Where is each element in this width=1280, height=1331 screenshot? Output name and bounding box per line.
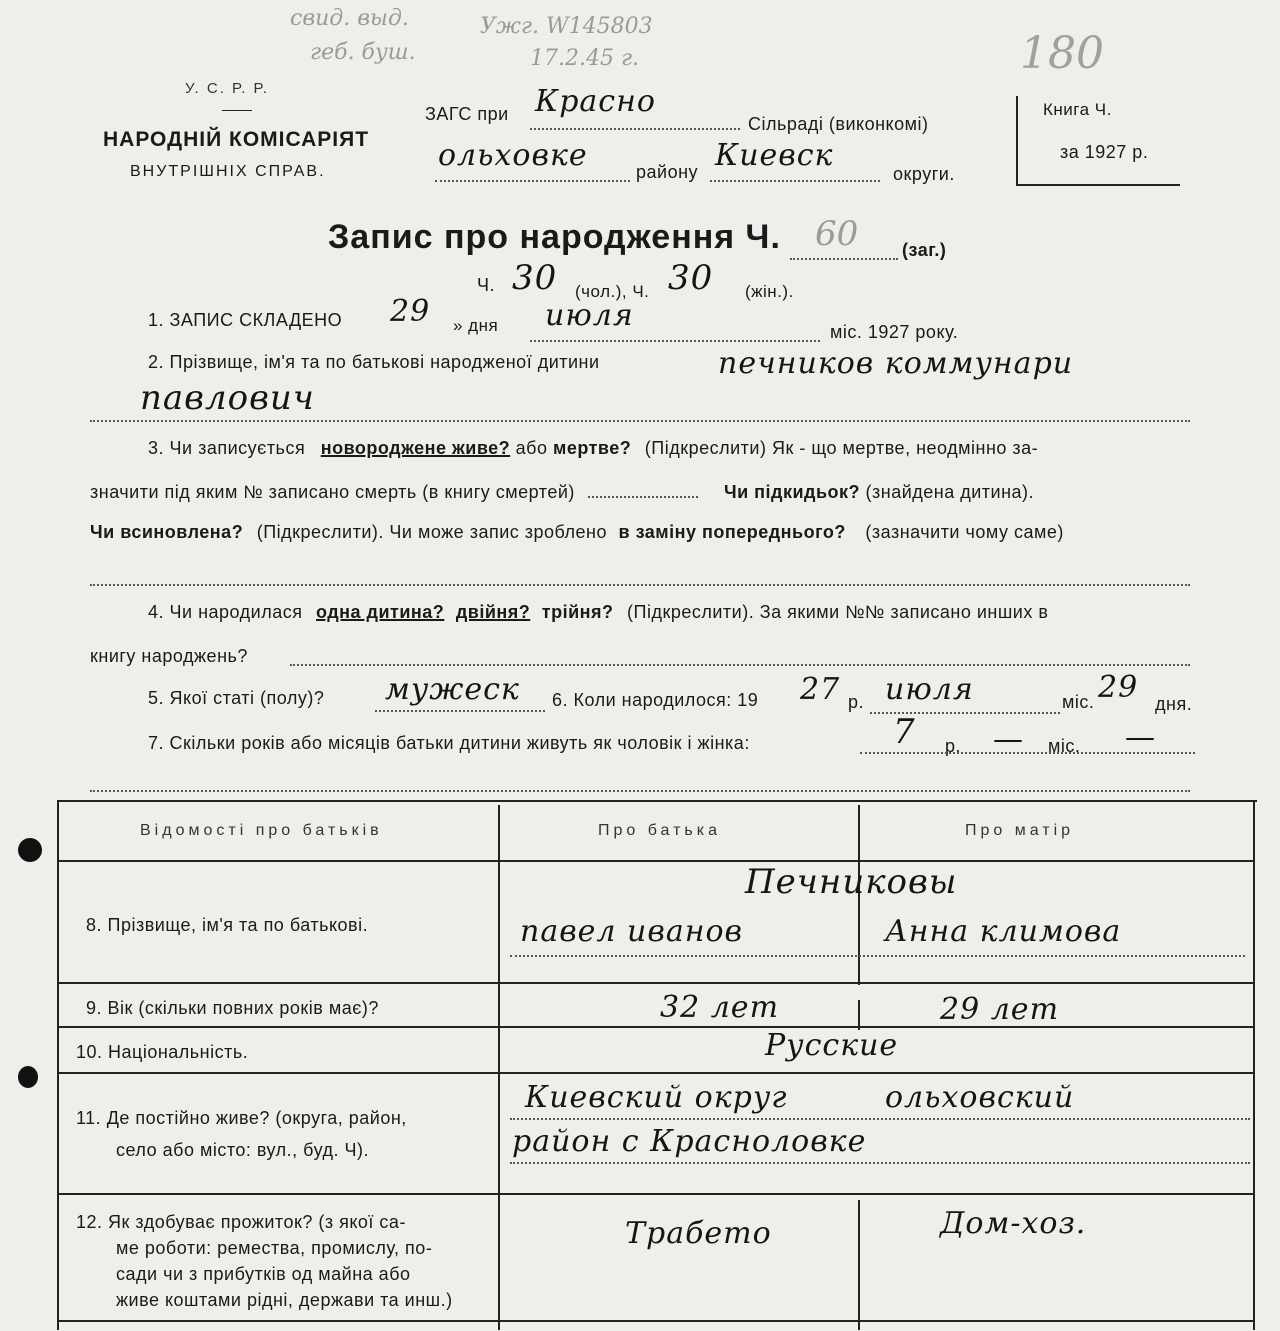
book-year: за 1927 р. [1060,142,1149,162]
table-bottom-border [57,1320,1255,1322]
item3-alive-option[interactable]: новороджене живе? [320,438,511,458]
item2-patronymic-hand: павлович [140,378,315,418]
item4-line2: книгу народжень? [90,646,248,666]
item5-label: 5. Якої статі (полу)? [148,688,325,708]
item7-mis: міс. [1048,736,1081,756]
row10-rule [57,1072,1255,1074]
item1-tail: міс. 1927 року. [830,322,959,342]
table-top-border [57,800,1257,802]
record-title: Запис про народження Ч. [328,218,781,256]
item7-years-hand: 7 [893,712,916,752]
table-header-info: Відомості про батьків [140,822,383,839]
record-suffix: (заг.) [902,240,947,260]
book-label: Книга Ч. [1043,100,1112,119]
row12-label-line1: 12. Як здобуває прожиток? (з якої са- [76,1212,406,1232]
row8-surname-hand: Печниковы [745,862,958,902]
item3-prefix: 3. Чи записується [148,438,306,458]
table-col-divider-1 [498,805,500,1330]
item4-one-option[interactable]: одна дитина? [315,602,445,622]
item4-twins-option[interactable]: двійня? [455,602,531,622]
item3-line3 [90,522,1064,543]
zags-okrug-hand: Киевск [715,138,834,173]
pencil-note-1: свид. выд. [290,6,409,31]
item3-replace-note: (зазначити чому саме) [865,522,1064,542]
item1-day-hand: 29 [390,294,431,329]
female-count-label: (жін.). [745,282,794,301]
zags-district-line [435,180,630,182]
zags-village-line [530,128,740,130]
item5-line [375,710,545,712]
item4-line1 [148,602,1048,623]
male-count-hand: 30 [512,258,558,298]
item2-name-hand: печников коммунари [718,346,1074,381]
item3-dead-option[interactable]: мертве? [553,438,632,458]
zags-district-hand: ольховке [438,138,588,173]
item6-day-hand: 29 [1098,670,1139,705]
item7-label: 7. Скільки років або місяців батьки дитини живуть як чоловік і жінка: [148,733,750,753]
row9-label: 9. Вік (скільки повних років має)? [86,998,379,1018]
item3-foundling-note: (знайдена дитина). [865,482,1035,502]
table-header-rule [57,860,1255,862]
row8-line [510,955,1245,957]
pencil-note-4: 17.2.45 г. [530,46,640,71]
page-number: 180 [1020,28,1104,79]
row12-mother-hand: Дом-хоз. [940,1206,1087,1241]
zags-village-hand: Красно [535,84,656,119]
item6-label: 6. Коли народилося: 19 [552,690,759,710]
item4-prefix: 4. Чи народилася [148,602,303,622]
table-header-mother: Про матір [965,822,1075,839]
zags-okrug-label: округи. [893,164,955,184]
item1-label: 1. ЗАПИС СКЛАДЕНО [148,310,343,330]
ch-label-1: Ч. [477,275,495,295]
female-count-hand: 30 [668,258,714,298]
row11-line1-right-hand: ольховский [885,1080,1075,1115]
row8-mother-hand: Анна климова [885,914,1122,949]
zags-district-label: району [636,162,699,182]
book-box-bottom [1016,184,1180,186]
binder-hole-1 [18,838,42,862]
header-divider [222,110,252,111]
item6-r: р. [848,692,865,712]
row10-common-hand: Русские [765,1028,899,1063]
item4-triplets-option[interactable]: трійня? [541,602,614,622]
row12-label-line2: ме роботи: ремества, промислу, по- [116,1238,433,1258]
item3-replace[interactable]: в заміну попереднього? [618,522,846,542]
item3-or: або [515,438,548,458]
row9-rule [57,1026,1255,1028]
row9-father-hand: 32 лет [660,990,780,1025]
item7-blank-line [90,790,1190,792]
zags-okrug-line [710,180,880,182]
row10-label: 10. Національність. [76,1042,249,1062]
table-right-border [1253,800,1255,1330]
item1-month-line [530,340,820,342]
zags-prefix: ЗАГС при [425,104,509,124]
record-number-line [790,258,898,260]
row11-line2-rule [510,1162,1250,1164]
pencil-note-2: геб. буш. [310,40,416,65]
row8-rule [57,982,1255,984]
item6-year-hand: 27 [800,672,841,707]
item7-months-hand: — [993,722,1024,757]
item1-month-hand: июля [545,298,634,333]
row11-label-line2: село або місто: вул., буд. Ч). [116,1140,369,1160]
table-col-divider-2c [858,1200,860,1330]
commissariat-label: НАРОДНІЙ КОМІСАРІЯТ [103,128,370,151]
item7-tail-hand: — [1125,720,1156,755]
department-label: ВНУТРІШНІХ СПРАВ. [130,163,326,180]
item7-r: р. [945,736,962,756]
item4-blank-line [290,664,1190,666]
row9-mother-hand: 29 лет [940,992,1060,1027]
item3-adopted[interactable]: Чи всиновлена? [90,522,244,542]
table-header-father: Про батька [598,822,721,839]
item6-dnya: дня. [1155,694,1193,714]
row12-label-line3: сади чи з прибутків од майна або [116,1264,411,1284]
item6-mis: міс. [1062,692,1095,712]
binder-hole-2 [18,1066,38,1088]
record-number-hand: 60 [815,214,859,254]
male-count-label: (чол.), Ч. [575,282,650,301]
item2-line [90,420,1190,422]
item5-hand: мужеск [385,672,520,707]
item3-death-ref-blank [588,496,698,498]
item3-line1 [148,438,1188,459]
pencil-note-3: Ужг. W145803 [480,14,653,39]
item3-instruction: (Підкреслити) Як - що мертве, неодмінно за- [644,438,1039,458]
item6-month-hand: июля [885,672,974,707]
zags-council-label: Сільраді (виконкомі) [748,114,929,134]
item1-day-label: » дня [453,316,499,335]
item3-line2 [90,482,1034,503]
item3-blank-line [90,584,1190,586]
item7-line [860,752,1195,754]
row11-rule [57,1193,1255,1195]
item3-foundling[interactable]: Чи підкидьок? [723,482,861,502]
item4-instruction: (Підкреслити). За якими №№ записано инших в [627,602,1049,622]
row11-line1-left-hand: Киевский округ [525,1080,788,1115]
book-box-border [1016,96,1018,186]
table-left-border [57,800,59,1330]
row8-father-hand: павел иванов [520,914,744,949]
item3-death-ref: значити під яким № записано смерть (в книгу смертей) [90,482,575,502]
item3-replace-prefix: (Підкреслити). Чи може запис зроблено [256,522,607,542]
row11-line2-hand: район с Красноловке [512,1124,867,1159]
item2-label: 2. Прізвище, ім'я та по батькові народженої дитини [148,352,600,372]
row11-line1-rule [510,1118,1250,1120]
row11-label-line1: 11. Де постійно живе? (округа, район, [76,1108,407,1128]
row12-father-hand: Трабето [625,1216,772,1251]
row8-label: 8. Прізвище, ім'я та по батькові. [86,915,369,935]
ussr-label: У. С. Р. Р. [185,80,269,97]
row12-label-line4: живе коштами рідні, держави та инш.) [116,1290,453,1310]
